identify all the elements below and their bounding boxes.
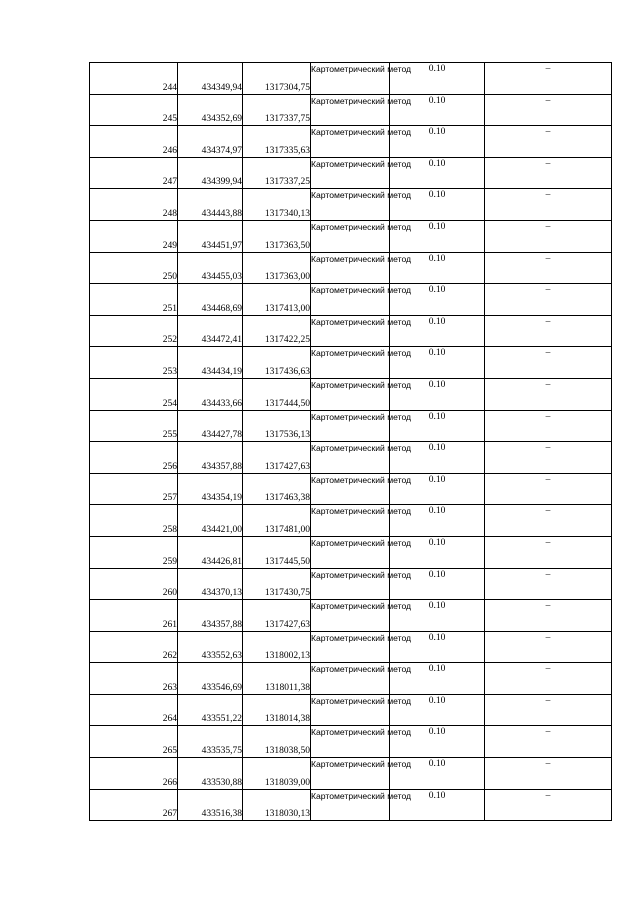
method-cell — [311, 63, 412, 95]
x-coordinate-cell: 434434,19 — [178, 347, 243, 379]
x-coordinate-cell: 434427,78 — [178, 410, 243, 442]
y-coordinate-cell: 1318030,13 — [243, 789, 311, 821]
method-cell — [311, 189, 412, 221]
method-cell — [311, 378, 412, 410]
method-text: Картометрический метод — [311, 221, 412, 232]
note-cell: – — [485, 536, 612, 568]
note-cell: – — [485, 378, 612, 410]
point-number-cell: 256 — [90, 442, 178, 474]
y-coordinate-cell: 1317337,25 — [243, 157, 311, 189]
method-cell — [311, 442, 412, 474]
table-row — [90, 189, 612, 221]
x-coordinate-cell: 433551,22 — [178, 694, 243, 726]
table-row — [90, 410, 612, 442]
method-text: Картометрический метод — [311, 253, 412, 264]
accuracy-cell: 0.10 — [390, 694, 485, 726]
method-text: Картометрический метод — [311, 727, 412, 738]
accuracy-cell: 0.10 — [390, 94, 485, 126]
x-coordinate-cell: 434421,00 — [178, 505, 243, 537]
y-coordinate-cell: 1318011,38 — [243, 663, 311, 695]
note-cell: – — [485, 94, 612, 126]
point-number-cell: 262 — [90, 631, 178, 663]
method-text: Картометрический метод — [311, 379, 412, 390]
y-coordinate-cell: 1317304,75 — [243, 63, 311, 95]
table-row — [90, 252, 612, 284]
note-cell: – — [485, 220, 612, 252]
point-number-cell: 258 — [90, 505, 178, 537]
table-row — [90, 663, 612, 695]
point-number-cell: 246 — [90, 126, 178, 158]
y-coordinate-cell: 1317363,00 — [243, 252, 311, 284]
accuracy-cell: 0.10 — [390, 126, 485, 158]
note-cell: – — [485, 694, 612, 726]
point-number-cell: 249 — [90, 220, 178, 252]
method-cell — [311, 726, 412, 758]
accuracy-cell: 0.10 — [390, 315, 485, 347]
y-coordinate-cell: 1317337,75 — [243, 94, 311, 126]
x-coordinate-cell: 434472,41 — [178, 315, 243, 347]
method-cell — [311, 473, 412, 505]
method-text: Картометрический метод — [311, 285, 412, 296]
x-coordinate-cell: 434433,66 — [178, 378, 243, 410]
x-coordinate-cell: 434349,94 — [178, 63, 243, 95]
method-cell — [311, 789, 412, 821]
accuracy-cell: 0.10 — [390, 189, 485, 221]
accuracy-cell: 0.10 — [390, 536, 485, 568]
point-number-cell: 261 — [90, 600, 178, 632]
accuracy-cell: 0.10 — [390, 568, 485, 600]
table-row — [90, 726, 612, 758]
method-text: Картометрический метод — [311, 348, 412, 359]
y-coordinate-cell: 1317463,38 — [243, 473, 311, 505]
accuracy-cell: 0.10 — [390, 789, 485, 821]
point-number-cell: 253 — [90, 347, 178, 379]
method-text: Картометрический метод — [311, 95, 412, 106]
point-number-cell: 264 — [90, 694, 178, 726]
accuracy-cell: 0.10 — [390, 347, 485, 379]
method-cell — [311, 347, 412, 379]
accuracy-cell: 0.10 — [390, 473, 485, 505]
method-cell — [311, 284, 412, 316]
note-cell: – — [485, 473, 612, 505]
x-coordinate-cell: 434357,88 — [178, 600, 243, 632]
point-number-cell: 263 — [90, 663, 178, 695]
table-row — [90, 631, 612, 663]
method-cell — [311, 157, 412, 189]
note-cell: – — [485, 442, 612, 474]
table-row — [90, 600, 612, 632]
note-cell: – — [485, 663, 612, 695]
accuracy-cell: 0.10 — [390, 663, 485, 695]
method-cell — [311, 536, 412, 568]
method-text: Картометрический метод — [311, 506, 412, 517]
point-number-cell: 250 — [90, 252, 178, 284]
method-text: Картометрический метод — [311, 569, 412, 580]
accuracy-cell: 0.10 — [390, 378, 485, 410]
x-coordinate-cell: 434399,94 — [178, 157, 243, 189]
method-text: Картометрический метод — [311, 695, 412, 706]
y-coordinate-cell: 1317445,50 — [243, 536, 311, 568]
accuracy-cell: 0.10 — [390, 631, 485, 663]
y-coordinate-cell: 1317413,00 — [243, 284, 311, 316]
x-coordinate-cell: 433530,88 — [178, 758, 243, 790]
x-coordinate-cell: 434354,19 — [178, 473, 243, 505]
point-number-cell: 244 — [90, 63, 178, 95]
point-number-cell: 255 — [90, 410, 178, 442]
note-cell: – — [485, 600, 612, 632]
method-cell — [311, 315, 412, 347]
method-text: Картометрический метод — [311, 64, 412, 74]
accuracy-cell: 0.10 — [390, 600, 485, 632]
point-number-cell: 259 — [90, 536, 178, 568]
note-cell: – — [485, 252, 612, 284]
accuracy-cell: 0.10 — [390, 157, 485, 189]
x-coordinate-cell: 434451,97 — [178, 220, 243, 252]
y-coordinate-cell: 1318002,13 — [243, 631, 311, 663]
x-coordinate-cell: 434374,97 — [178, 126, 243, 158]
note-cell: – — [485, 284, 612, 316]
x-coordinate-cell: 433516,38 — [178, 789, 243, 821]
note-cell: – — [485, 315, 612, 347]
x-coordinate-cell: 434455,03 — [178, 252, 243, 284]
note-cell: – — [485, 789, 612, 821]
y-coordinate-cell: 1318038,50 — [243, 726, 311, 758]
point-number-cell: 251 — [90, 284, 178, 316]
method-cell — [311, 694, 412, 726]
y-coordinate-cell: 1317335,63 — [243, 126, 311, 158]
accuracy-cell: 0.10 — [390, 63, 485, 95]
y-coordinate-cell: 1317363,50 — [243, 220, 311, 252]
table-row — [90, 536, 612, 568]
x-coordinate-cell: 434426,81 — [178, 536, 243, 568]
method-cell — [311, 758, 412, 790]
x-coordinate-cell: 433546,69 — [178, 663, 243, 695]
point-number-cell: 265 — [90, 726, 178, 758]
y-coordinate-cell: 1317427,63 — [243, 600, 311, 632]
method-text: Картометрический метод — [311, 790, 412, 801]
method-cell — [311, 94, 412, 126]
accuracy-cell: 0.10 — [390, 505, 485, 537]
method-text: Картометрический метод — [311, 759, 412, 770]
method-cell — [311, 568, 412, 600]
method-text: Картометрический метод — [311, 632, 412, 643]
coordinates-table — [89, 62, 612, 821]
point-number-cell: 267 — [90, 789, 178, 821]
x-coordinate-cell: 434443,88 — [178, 189, 243, 221]
accuracy-cell: 0.10 — [390, 220, 485, 252]
method-cell — [311, 600, 412, 632]
note-cell: – — [485, 631, 612, 663]
note-cell: – — [485, 410, 612, 442]
method-text: Картометрический метод — [311, 316, 412, 327]
table-row — [90, 789, 612, 821]
method-cell — [311, 663, 412, 695]
y-coordinate-cell: 1318014,38 — [243, 694, 311, 726]
y-coordinate-cell: 1317422,25 — [243, 315, 311, 347]
point-number-cell: 245 — [90, 94, 178, 126]
table-row — [90, 220, 612, 252]
method-text: Картометрический метод — [311, 664, 412, 675]
table-row — [90, 378, 612, 410]
method-cell — [311, 220, 412, 252]
table-row — [90, 347, 612, 379]
table-row — [90, 473, 612, 505]
y-coordinate-cell: 1317536,13 — [243, 410, 311, 442]
y-coordinate-cell: 1317340,13 — [243, 189, 311, 221]
y-coordinate-cell: 1317430,75 — [243, 568, 311, 600]
note-cell: – — [485, 189, 612, 221]
table-row — [90, 442, 612, 474]
point-number-cell: 260 — [90, 568, 178, 600]
point-number-cell: 248 — [90, 189, 178, 221]
note-cell: – — [485, 157, 612, 189]
x-coordinate-cell: 434357,88 — [178, 442, 243, 474]
table-row — [90, 157, 612, 189]
table-row — [90, 63, 612, 95]
method-cell — [311, 126, 412, 158]
method-cell — [311, 252, 412, 284]
point-number-cell: 257 — [90, 473, 178, 505]
table-row — [90, 568, 612, 600]
note-cell: – — [485, 347, 612, 379]
y-coordinate-cell: 1317444,50 — [243, 378, 311, 410]
table-row — [90, 505, 612, 537]
table-row — [90, 94, 612, 126]
note-cell: – — [485, 726, 612, 758]
point-number-cell: 266 — [90, 758, 178, 790]
x-coordinate-cell: 434352,69 — [178, 94, 243, 126]
x-coordinate-cell: 433552,63 — [178, 631, 243, 663]
x-coordinate-cell: 433535,75 — [178, 726, 243, 758]
method-text: Картометрический метод — [311, 411, 412, 422]
accuracy-cell: 0.10 — [390, 442, 485, 474]
method-text: Картометрический метод — [311, 190, 412, 201]
method-text: Картометрический метод — [311, 127, 412, 138]
y-coordinate-cell: 1317436,63 — [243, 347, 311, 379]
table-row — [90, 758, 612, 790]
y-coordinate-cell: 1317427,63 — [243, 442, 311, 474]
method-cell — [311, 410, 412, 442]
point-number-cell: 252 — [90, 315, 178, 347]
method-text: Картометрический метод — [311, 601, 412, 612]
coordinates-table-body — [90, 63, 612, 821]
method-cell — [311, 505, 412, 537]
accuracy-cell: 0.10 — [390, 726, 485, 758]
table-row — [90, 694, 612, 726]
method-text: Картометрический метод — [311, 158, 412, 169]
table-row — [90, 315, 612, 347]
note-cell: – — [485, 568, 612, 600]
point-number-cell: 254 — [90, 378, 178, 410]
x-coordinate-cell: 434370,13 — [178, 568, 243, 600]
point-number-cell: 247 — [90, 157, 178, 189]
table-row — [90, 126, 612, 158]
note-cell: – — [485, 63, 612, 95]
x-coordinate-cell: 434468,69 — [178, 284, 243, 316]
note-cell: – — [485, 126, 612, 158]
accuracy-cell: 0.10 — [390, 410, 485, 442]
method-text: Картометрический метод — [311, 474, 412, 485]
method-cell — [311, 631, 412, 663]
accuracy-cell: 0.10 — [390, 284, 485, 316]
table-row — [90, 284, 612, 316]
note-cell: – — [485, 505, 612, 537]
method-text: Картометрический метод — [311, 537, 412, 548]
accuracy-cell: 0.10 — [390, 252, 485, 284]
accuracy-cell: 0.10 — [390, 758, 485, 790]
method-text: Картометрический метод — [311, 443, 412, 454]
note-cell: – — [485, 758, 612, 790]
y-coordinate-cell: 1317481,00 — [243, 505, 311, 537]
y-coordinate-cell: 1318039,00 — [243, 758, 311, 790]
